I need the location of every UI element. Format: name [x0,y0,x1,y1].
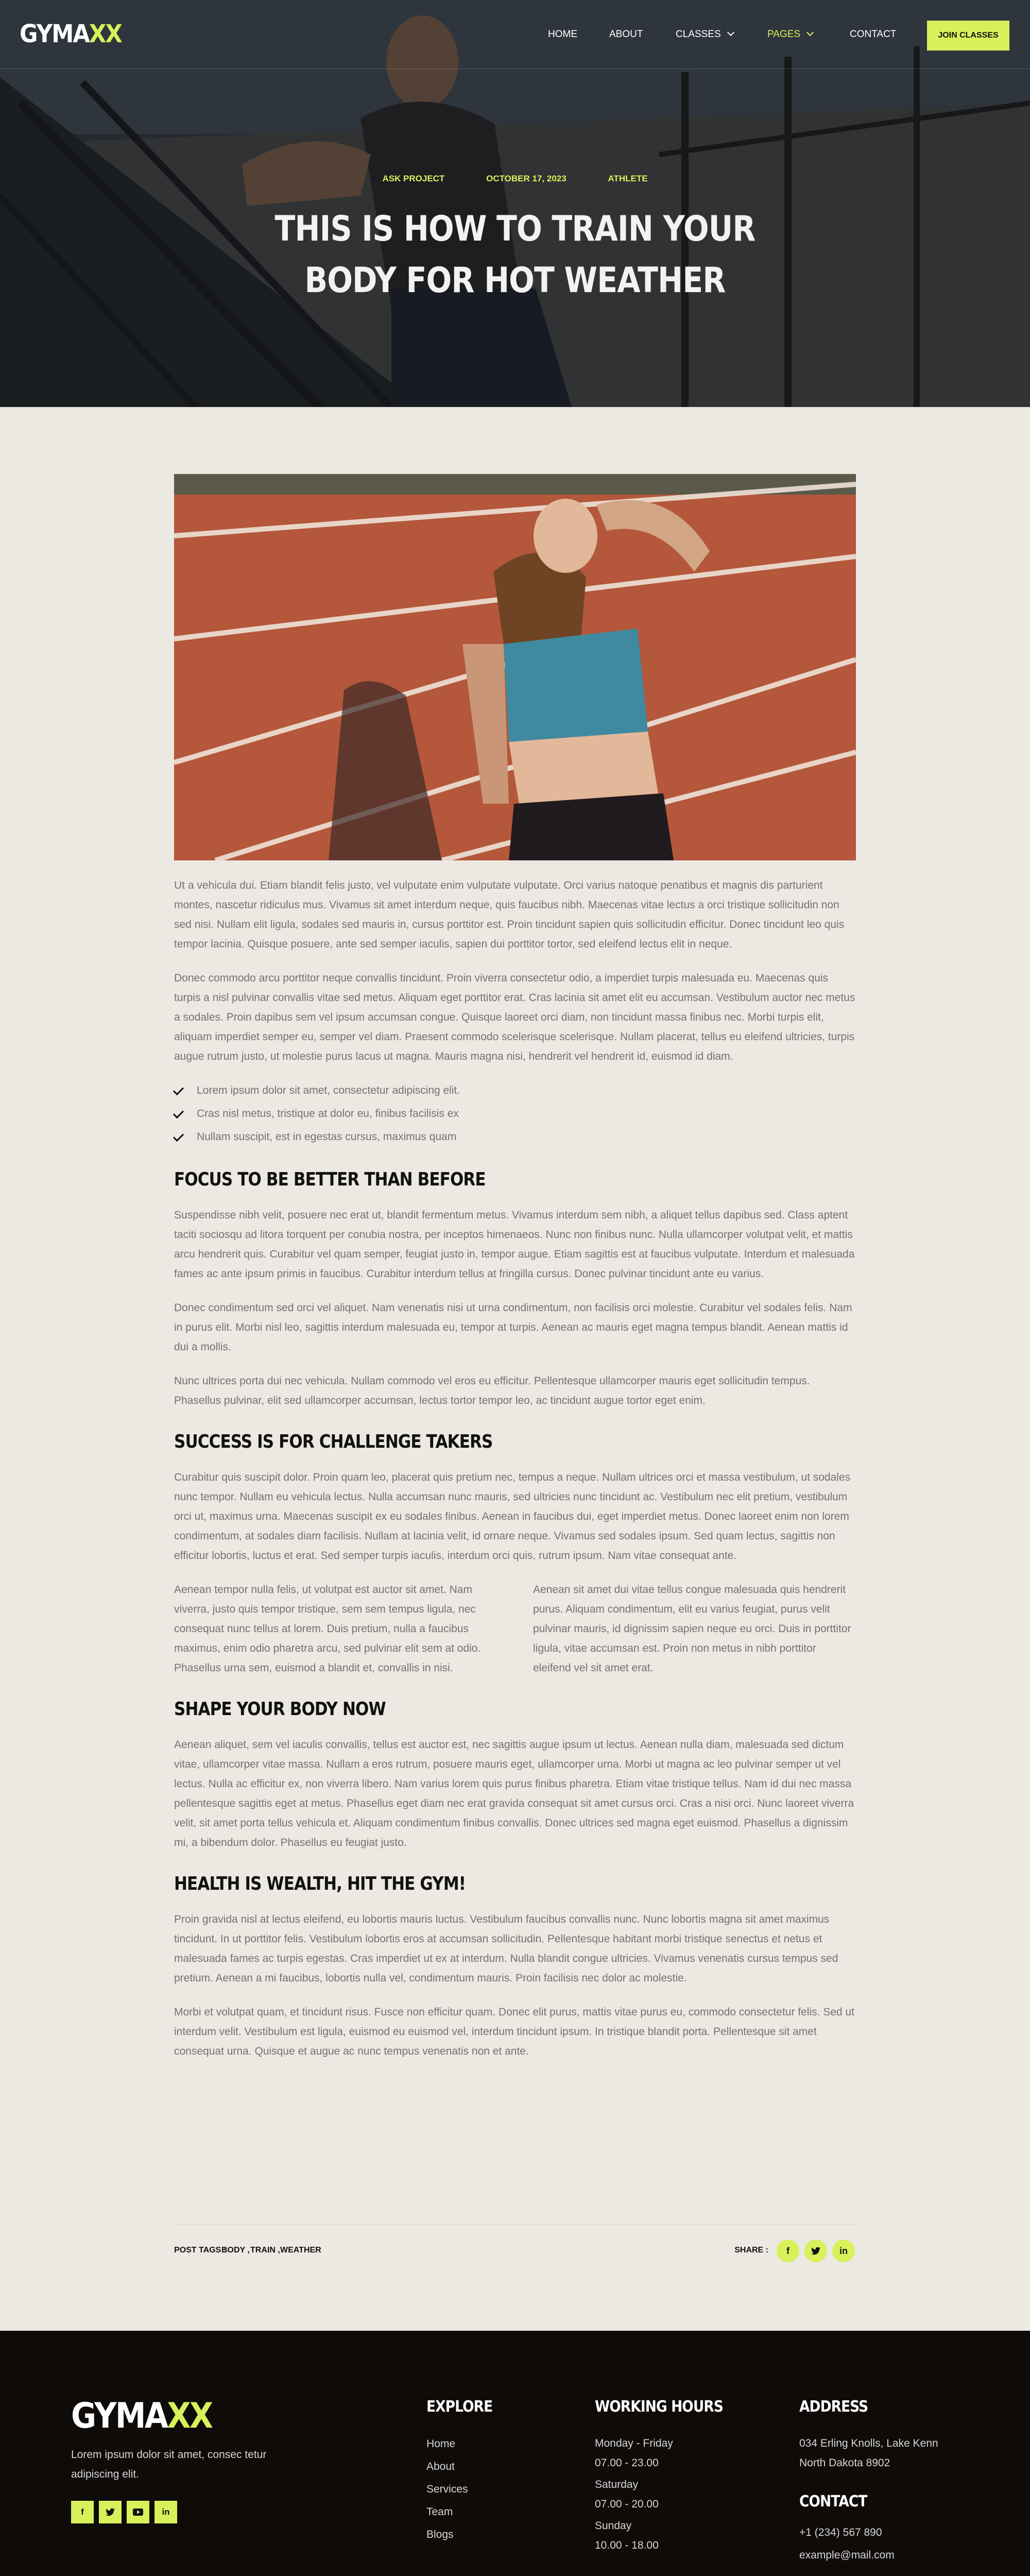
contact-info [799,2521,895,2567]
footer-link-about[interactable]: About [426,2461,455,2472]
nav-item-pages-label: PAGES [767,29,801,40]
two-column-text [174,1580,856,1678]
article-body [174,876,856,2076]
article-paragraph: Aenean sit amet dui vitae tellus congue malesuada quis hendrerit purus. Aliquam condimentum, elit eu varius feugiat, purus velit pulvinar mauris, id dignissim sapien neque eu orci. Duis in porttitor ligula, vitae accumsan est. Proin non metus in nibh porttitor eleifend vel sit amet erat. [533,1584,851,1674]
checklist-item: Lorem ipsum dolor sit amet, consectetur adipiscing elit. [174,1079,856,1102]
linkedin-icon[interactable]: in [832,2240,855,2262]
post-author[interactable]: ASK PROJECT [382,174,445,183]
article-paragraph: Aenean aliquet, sem vel iaculis convallis, tellus est auctor est, nec sagittis augue ipsum ut lectus. Aenean nulla diam, malesuada sed dictum vitae, ullamcorper vitae massa. Nullam a eros rutrum, posuere mauris eget, ullamcorper urna. Morbi ut magna ac leo pulvinar semper ut vel lectus. Nulla ac efficitur ex, non viverra libero. Nam varius lorem quis purus finibus pharetra. Etiam vitae tristique tellus. Nam id dui nec massa pellentesque sagittis eget at metus. Phasellus eget diam nec erat gravida consequat sit amet cursus orci. Cras a nisi orci. Nunc laoreet viverra velit, sit amet porta tellus vehicula et. Aliquam condimentum finibus convallis. Donec ultrices sed magna eget euismod. Phasellus a dignissim mi, a bibendum dolor. Phasellus eu feugiat justo. [174,1739,854,1849]
facebook-icon[interactable]: f [71,2501,94,2523]
tag-weather[interactable]: WEATHER [280,2246,321,2255]
tag-label: BODY [221,2246,245,2255]
hours-day: Monday - Friday [595,2437,673,2449]
email-address[interactable]: example@mail.com [799,2549,895,2561]
checklist [174,1079,856,1148]
article-paragraph: Nunc ultrices porta dui nec vehicula. Nullam commodo vel eros eu efficitur. Pellentesque ullamcorper mauris eget sollicitudin tempus. Phasellus pulvinar, elit sed ullamcorper accumsan, lectus tortor tempor leo, ac tincidunt augue tortor eget enim. [174,1375,810,1406]
twitter-icon[interactable] [804,2240,827,2262]
chevron-down-icon [806,29,814,36]
phone-number[interactable]: +1 (234) 567 890 [799,2527,882,2538]
hours-time: 07.00 - 23.00 [595,2457,659,2469]
tag-body[interactable]: BODY , [221,2246,250,2255]
hours-list [595,2434,673,2555]
post-category[interactable]: ATHLETE [608,174,648,183]
hours-time: 10.00 - 18.00 [595,2539,659,2551]
post-meta [0,174,1030,184]
working-hours-heading: WORKING HOURS [595,2398,724,2416]
explore-links [426,2433,468,2546]
nav-item-home[interactable]: HOME [548,29,577,40]
article-paragraph: Aenean tempor nulla felis, ut volutpat est auctor sit amet. Nam viverra, justo quis tempor tristique, sem sem tempus ligula, nec consequat nunc tellus at lorem. Duis pretium, nulla a faucibus maximus, enim odio pharetra arcu, sed pulvinar elit sem at odio. Phasellus urna sem, euismod a blandit et, convallis in nisi. [174,1584,481,1674]
article-paragraph: Donec condimentum sed orci vel aliquet. Nam venenatis nisi ut urna condimentum, non facilisis orci molestie. Curabitur vel sodales felis. Nam in purus elit. Morbi nisl leo, sagittis interdum malesuada eu, tempor at turpis. Aenean ac mauris eget magna tempus blandit. Aenean mattis id dui a mollis. [174,1302,852,1353]
article-paragraph: Donec commodo arcu porttitor neque convallis tincidunt. Proin viverra consectetur odio, a imperdiet turpis malesuada eu. Maecenas quis turpis a nisl pulvinar convallis vitae sed metus. Aliquam eget porttitor erat. Cras lacinia sit amet elit eu accumsan. Vestibulum auctor nec metus a sodales. Proin dapibus sem vel ipsum accumsan congue. Quisque laoreet orci diam, non tincidunt massa finibus nec. Morbi turpis elit, aliquam imperdiet semper eu, semper vel diam. Praesent commodo scelerisque scelerisque. Nullam placerat, tellus eu eleifend ultricies, turpis augue rutrum justo, ut molestie purus lacus ut magna. Mauris magna nisi, hendrerit vel hendrerit id, euismod id diam. [174,972,855,1062]
footer-description: Lorem ipsum dolor sit amet, consec tetur adipiscing elit. [71,2449,267,2480]
article-paragraph: Proin gravida nisl at lectus eleifend, eu lobortis mauris luctus. Vestibulum faucibus convallis nunc. Nunc lobortis magna sit amet maximus tincidunt. In ut porttitor felis. Vestibulum lobortis eros at accumsan sollicitudin. Pellentesque habitant morbi tristique senectus et netus et malesuada fames ac turpis egestas. Cras imperdiet ut ex at interdum. Nulla blandit congue ultricies. Vivamus venenatis cursus tempus sed pretium. Aenean a mi faucibus, lobortis nulla vel, condimentum mauris. Proin facilisis nec dolor ac molestie. [174,1913,838,1984]
post-tags-share [174,2225,856,2272]
nav-item-classes-label: CLASSES [676,29,721,40]
contact-heading: CONTACT [799,2493,867,2511]
tags-label: POST TAGS : [174,2246,227,2255]
nav-item-about[interactable]: ABOUT [609,29,643,40]
address-heading: ADDRESS [799,2398,868,2416]
brand-logo[interactable]: GYMAXX [20,20,122,48]
nav-item-classes[interactable] [676,29,733,40]
page-title: THIS IS HOW TO TRAIN YOUR BODY FOR HOT WEATHER [274,209,756,301]
section-heading: FOCUS TO BE BETTER THAN BEFORE [174,1169,486,1190]
twitter-icon[interactable] [99,2501,122,2523]
article-featured-image [174,474,856,860]
nav-item-contact[interactable]: CONTACT [850,29,897,40]
checklist-item: Cras nisl metus, tristique at dolor eu, finibus facilisis ex [174,1102,856,1125]
checklist-item: Nullam suscipit, est in egestas cursus, maximus quam [174,1125,856,1148]
join-classes-button[interactable]: JOIN CLASSES [927,21,1009,50]
footer-link-blogs[interactable]: Blogs [426,2529,454,2540]
article-paragraph: Curabitur quis suscipit dolor. Proin quam leo, placerat quis pretium nec, tempus a neque. Nullam ultrices orci et massa vestibulum, ut sodales nunc tempor. Nullam eu vehicula lectus. Nulla accumsan nunc mauris, sed ultricies nunc tincidunt ac. Vestibulum nec elit pretium, vestibulum orci ut, maximus urna. Maecenas suscipit ex eu sodales finibus. Aenean in faucibus dui, eget imperdiet metus. Donec laoreet enim non lorem condimentum, at sodales diam facilisis. Nullam at lacinia velit, id ornare neque. Vivamus sed sodales ipsum. Sed quam lectus, sagittis non efficitur lobortis, luctus et erat. Sed semper turpis iaculis, interdum orci quis, rutrum ipsum. Nam vitae consequat ante. [174,1471,851,1562]
share-label: SHARE : [734,2246,768,2255]
facebook-icon[interactable]: f [777,2240,799,2262]
address-text: 034 Erling Knolls, Lake Kenn North Dakota 8902 [799,2437,938,2469]
tag-train[interactable]: TRAIN , [250,2246,280,2255]
linkedin-icon[interactable]: in [154,2501,177,2523]
footer-link-services[interactable]: Services [426,2483,468,2495]
hours-day: Saturday [595,2479,639,2490]
footer-link-home[interactable]: Home [426,2438,456,2450]
chevron-down-icon [727,29,734,36]
section-heading: HEALTH IS WEALTH, HIT THE GYM! [174,1873,466,1894]
article-paragraph: Suspendisse nibh velit, posuere nec erat ut, blandit fermentum metus. Vivamus interdum sem nibh, a aliquet tellus dapibus sed. Class aptent taciti sociosqu ad litora torquent per conubia nostra, per inceptos himenaeos. Nunc non finibus nunc. Nulla ullamcorper volutpat velit, et mattis arcu hendrerit quis. Curabitur vel quam semper, feugiat justo in, tempor augue. Etiam sagittis est at faucibus vulputate. Interdum et malesuada fames ac ante ipsum primis in faucibus. Curabitur interdum tellus at fringilla cursus. Donec pulvinar tincidunt ante eu varius. [174,1209,855,1280]
article-paragraph: Morbi et volutpat quam, et tincidunt risus. Fusce non efficitur quam. Donec elit purus, mattis vitae purus eu, commodo consectetur felis. Sed ut interdum velit. Vestibulum est ligula, euismod eu euismod vel, interdum tincidunt ipsum. In tristique blandit porta. Pellentesque sit amet consequat urna. Quisque et augue ac nunc tempus venenatis non et ante. [174,2006,854,2057]
article-paragraph: Ut a vehicula dui. Etiam blandit felis justo, vel vulputate enim vulputate vulputate. Orci varius natoque penatibus et magnis dis parturient montes, nascetur ridiculus mus. Vivamus sit amet interdum neque, quis faucibus nibh. Maecenas vitae lectus a orci tristique sollicitudin non sed nisi. Nullam elit ligula, sodales sed mauris in, cursus porttitor est. Proin tincidunt sapien quis sollicitudin efficitur. Donec tincidunt leo quis tempor lacinia. Quisque posuere, ante sed semper iaculis, sapien dui porttitor tortor, sed eleifend lectus elit in neque. [174,879,845,950]
youtube-icon[interactable] [127,2501,149,2523]
footer-logo[interactable]: GYMAXX [71,2396,212,2436]
top-navigation [0,0,1030,69]
tag-label: TRAIN [250,2246,276,2255]
hours-day: Sunday [595,2520,632,2532]
post-date[interactable]: OCTOBER 17, 2023 [486,174,566,183]
section-heading: SUCCESS IS FOR CHALLENGE TAKERS [174,1431,493,1452]
hours-time: 07.00 - 20.00 [595,2498,659,2510]
footer-link-team[interactable]: Team [426,2506,453,2518]
section-heading: SHAPE YOUR BODY NOW [174,1699,386,1720]
nav-item-pages[interactable] [767,29,813,40]
explore-heading: EXPLORE [426,2398,493,2416]
site-footer [0,2331,1030,2576]
